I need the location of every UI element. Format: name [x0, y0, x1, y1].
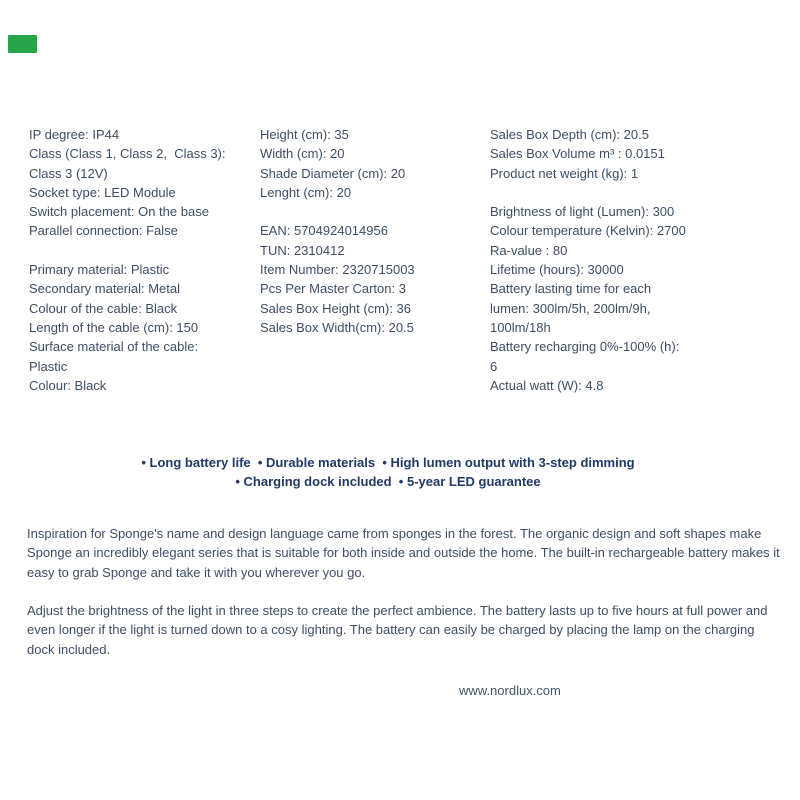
- spec-line: Width (cm): 20: [260, 146, 345, 162]
- feature-highlights-line-1: • Long battery life • Durable materials • High lumen output with 3-step dimming: [141, 455, 635, 470]
- spec-line: Battery recharging 0%-100% (h):: [490, 339, 680, 355]
- spec-line: Product net weight (kg): 1: [490, 165, 639, 181]
- spec-line: [29, 241, 226, 260]
- feature-highlights-line-2: • Charging dock included • 5-year LED guarantee: [235, 474, 541, 490]
- spec-line: EAN: 5704924014956: [260, 223, 388, 239]
- spec-line: Height (cm): 35: [260, 127, 349, 142]
- spec-line: [490, 183, 686, 202]
- spec-line: Lenght (cm): 20: [260, 184, 352, 200]
- spec-line: Class (Class 1, Class 2, Class 3):: [29, 146, 226, 162]
- website-url[interactable]: www.nordlux.com: [459, 683, 561, 698]
- spec-line: TUN: 2310412: [260, 242, 345, 258]
- spec-line: Surface material of the cable:: [29, 339, 199, 355]
- spec-line: Pcs Per Master Carton: 3: [260, 281, 406, 297]
- spec-line: Lifetime (hours): 30000: [490, 262, 624, 278]
- spec-line: Sales Box Width(cm): 20.5: [260, 319, 414, 335]
- spec-column-left: [29, 125, 226, 395]
- spec-line: Secondary material: Metal: [29, 281, 181, 297]
- spec-line: Battery lasting time for each: [490, 281, 652, 297]
- spec-line: IP degree: IP44: [29, 127, 120, 142]
- spec-line: Switch placement: On the base: [29, 204, 209, 220]
- spec-line: lumen: 300lm/5h, 200lm/9h,: [490, 300, 651, 316]
- spec-line: Parallel connection: False: [29, 223, 178, 239]
- spec-line: [260, 202, 415, 221]
- spec-column-right: [490, 125, 686, 395]
- spec-line: Sales Box Height (cm): 36: [260, 300, 412, 316]
- spec-line: Socket type: LED Module: [29, 184, 176, 200]
- spec-line: Length of the cable (cm): 150: [29, 319, 199, 335]
- spec-line: Colour of the cable: Black: [29, 300, 178, 316]
- spec-line: Sales Box Depth (cm): 20.5: [490, 127, 649, 142]
- spec-line: Colour temperature (Kelvin): 2700: [490, 223, 686, 239]
- spec-line: Item Number: 2320715003: [260, 262, 415, 278]
- spec-line: Shade Diameter (cm): 20: [260, 165, 406, 181]
- green-badge: [8, 35, 37, 53]
- spec-line: 6: [490, 358, 498, 374]
- description-paragraph-2: Adjust the brightness of the light in three steps to create the perfect ambience. The battery lasts up to five hours at full power and even longer if the light is turned down to a cosy lighting. The battery can easily be charged by placing the lamp on the charging dock included.: [27, 603, 768, 657]
- spec-line: Colour: Black: [29, 377, 107, 393]
- spec-line: Actual watt (W): 4.8: [490, 377, 604, 393]
- spec-line: Sales Box Volume m³ : 0.0151: [490, 146, 665, 162]
- spec-line: Plastic: [29, 358, 68, 374]
- spec-line: Primary material: Plastic: [29, 262, 170, 278]
- spec-line: Ra-value : 80: [490, 242, 568, 258]
- spec-line: 100lm/18h: [490, 319, 551, 335]
- description-paragraph-1: Inspiration for Sponge's name and design language came from sponges in the forest. The organic design and soft shapes make Sponge an incredibly elegant series that is suitable for both inside and outside the home. The built-in rechargeable battery makes it easy to grab Sponge and take it with you wherever you go.: [27, 526, 780, 580]
- feature-highlights: [0, 453, 776, 492]
- spec-column-middle: [260, 125, 415, 337]
- spec-line: Brightness of light (Lumen): 300: [490, 204, 675, 220]
- spec-line: Class 3 (12V): [29, 165, 108, 181]
